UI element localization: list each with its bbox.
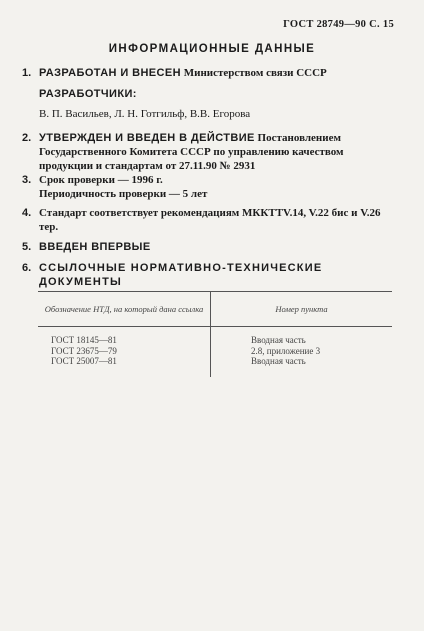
table-header-row [38,292,392,327]
column-header-clause: Номер пункта [211,292,393,327]
item-number: 3. [22,174,32,186]
item-4 [22,206,400,234]
developers-heading-row [22,87,400,101]
review-period: Периодичность проверки — 5 лет [39,188,208,200]
page-title: ИНФОРМАЦИОННЫЕ ДАННЫЕ [108,43,316,55]
column-header-designation: Обозначение НТД, на который дана ссылка [38,292,211,327]
item-number: 1. [22,67,32,79]
designation-cell: ГОСТ 23675—79 [38,346,211,357]
item-number: 6. [22,262,32,274]
table-row [38,346,392,357]
item-text: Министерством связи СССР [180,67,327,79]
item-heading: РАЗРАБОТАН И ВНЕСЕН [39,67,181,79]
table-row [38,356,392,367]
table-row [38,335,392,346]
clause-cell: Вводная часть [251,356,306,366]
item-heading: УТВЕРЖДЕН И ВВЕДЕН В ДЕЙСТВИЕ [39,132,255,144]
table-spacer [38,367,392,377]
developers-names: В. П. Васильев, Л. Н. Готгильф, В.В. Егорова [39,108,251,120]
item-2 [22,131,400,173]
item-text: Стандарт соответствует рекомендациям МККТТV.14, V.22 бис и V.26 тер. [39,207,381,233]
item-6 [22,261,400,289]
item-number: 2. [22,132,32,144]
page-header: ГОСТ 28749—90 С. 15 [283,19,394,30]
developers-heading: РАЗРАБОТЧИКИ: [39,88,137,100]
item-heading: ВВЕДЕН ВПЕРВЫЕ [39,241,151,253]
item-number: 5. [22,241,32,253]
item-3 [22,173,400,201]
item-1 [22,66,400,80]
reference-table [38,291,392,377]
item-number: 4. [22,207,32,219]
designation-cell: ГОСТ 25007—81 [38,356,211,367]
item-5 [22,240,400,254]
clause-cell: Вводная часть [251,335,306,345]
clause-cell: 2.8, приложение 3 [251,345,321,356]
table-spacer [38,327,392,336]
item-heading: ССЫЛОЧНЫЕ НОРМАТИВНО-ТЕХНИЧЕСКИЕ ДОКУМЕНТЫ [39,262,323,288]
designation-cell: ГОСТ 18145—81 [38,335,211,346]
item-text: Постановлением Государственного Комитета СССР по управлению качеством продукции и стандартам от 27.11.90 № 2931 [39,132,344,172]
review-term: Срок проверки — 1996 г. [39,174,163,186]
